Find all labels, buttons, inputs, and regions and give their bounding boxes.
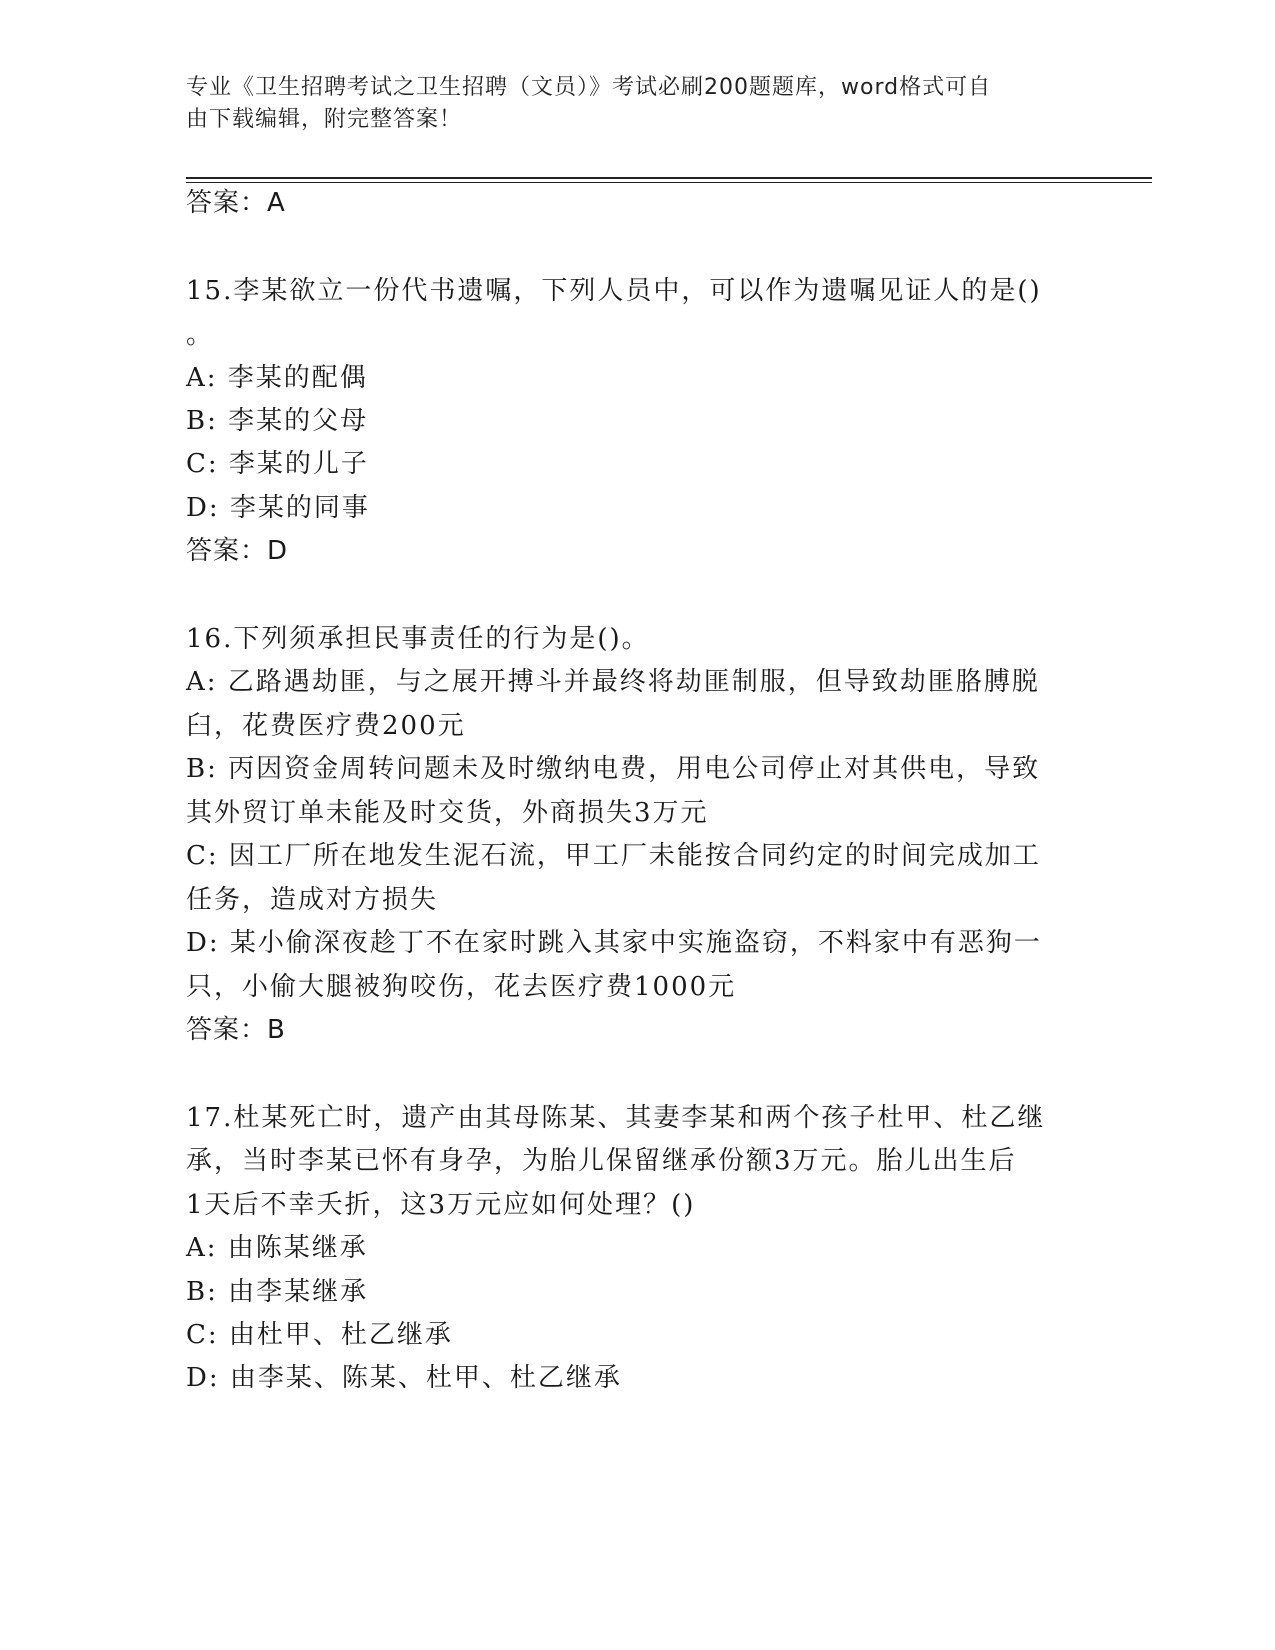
q17-stem-line-3: 1天后不幸夭折，这3万元应如何处理？(): [186, 1190, 696, 1220]
q16-option-c-line-2: 任务，造成对方损失: [186, 885, 439, 915]
q17-option-a: A: 由陈某继承: [186, 1233, 368, 1263]
q16-option-d-line-2: 只，小偷大腿被狗咬伤，花去医疗费1000元: [186, 972, 737, 1002]
q16-answer: 答案：B: [186, 1015, 286, 1045]
q16-option-d-line-1: D: 某小偷深夜趁丁不在家时跳入其家中实施盗窃，不料家中有恶狗一: [186, 928, 1042, 958]
q16-option-a-line-1: A: 乙路遇劫匪，与之展开搏斗并最终将劫匪制服，但导致劫匪胳膊脱: [186, 667, 1040, 697]
header-rule-thin: [186, 182, 1152, 183]
header-line-2: 由下载编辑，附完整答案！: [186, 107, 463, 132]
q15-stem-line-2: 。: [186, 320, 215, 350]
q15-option-c: C: 李某的儿子: [186, 449, 369, 479]
q15-option-b: B: 李某的父母: [186, 406, 369, 436]
q15-answer: 答案：D: [186, 536, 289, 566]
q15-option-a: A: 李某的配偶: [186, 363, 368, 393]
q17-stem-line-1: 17.杜某死亡时，遗产由其母陈某、其妻李某和两个孩子杜甲、杜乙继: [186, 1103, 1046, 1133]
q17-stem-line-2: 承，当时李某已怀有身孕，为胎儿保留继承份额3万元。胎儿出生后: [186, 1146, 1017, 1176]
q16-stem: 16.下列须承担民事责任的行为是()。: [186, 624, 650, 654]
q17-option-d: D: 由李某、陈某、杜甲、杜乙继承: [186, 1363, 622, 1393]
q17-option-c: C: 由杜甲、杜乙继承: [186, 1320, 453, 1350]
header-rule-thick: [186, 177, 1152, 179]
header-line-1: 专业《卫生招聘考试之卫生招聘（文员）》考试必刷200题题库，word格式可自: [186, 75, 992, 100]
q15-option-d: D: 李某的同事: [186, 493, 370, 523]
q15-stem-line-1: 15.李某欲立一份代书遗嘱，下列人员中，可以作为遗嘱见证人的是(): [186, 276, 1042, 306]
document-header: [186, 72, 1066, 136]
q16-option-b-line-1: B: 丙因资金周转问题未及时缴纳电费，用电公司停止对其供电，导致: [186, 754, 1041, 784]
q16-option-c-line-1: C: 因工厂所在地发生泥石流，甲工厂未能按合同约定的时间完成加工: [186, 841, 1041, 871]
q16-option-a-line-2: 臼，花费医疗费200元: [186, 711, 466, 741]
q14-answer: 答案：A: [186, 188, 286, 218]
q16-option-b-line-2: 其外贸订单未能及时交货，外商损失3万元: [186, 798, 709, 828]
q17-option-b: B: 由李某继承: [186, 1277, 369, 1307]
